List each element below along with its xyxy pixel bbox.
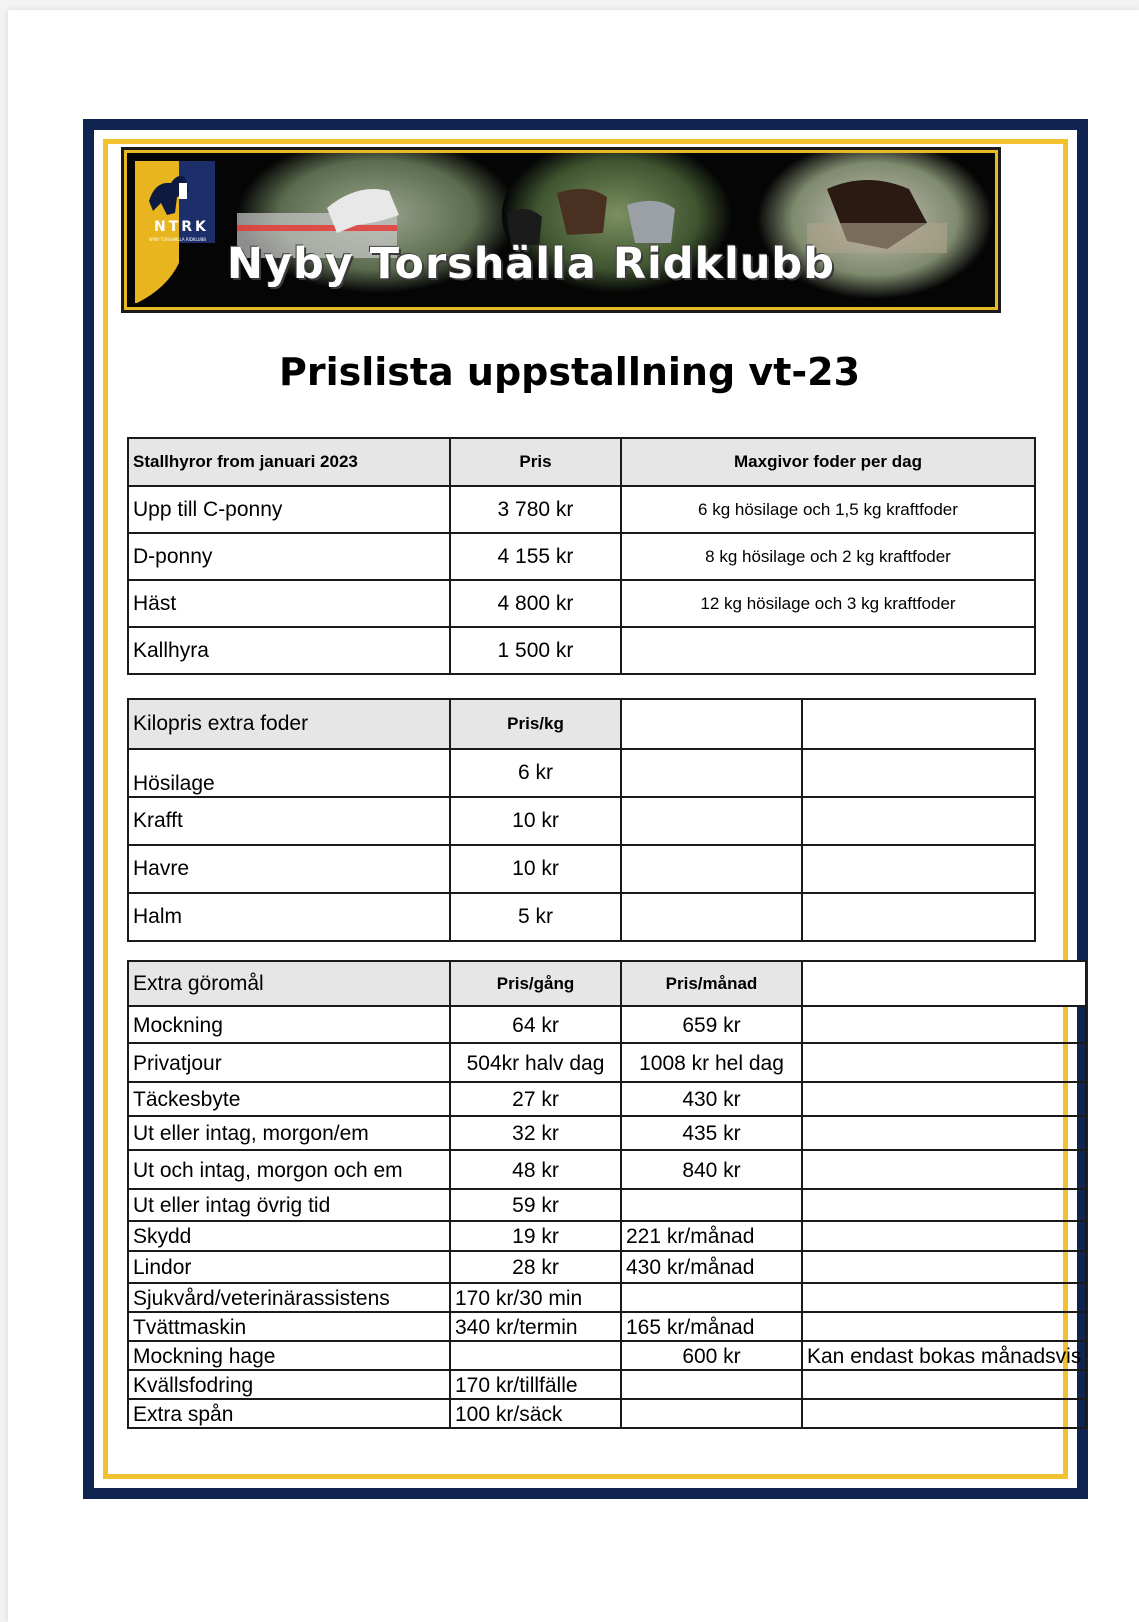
table-row [128, 1370, 1086, 1399]
task-note [802, 1370, 1086, 1399]
rent-price: 4 155 kr [450, 533, 621, 580]
task-note [802, 1116, 1086, 1150]
max-feed: 8 kg hösilage och 2 kg kraftfoder [621, 533, 1035, 580]
price-per-time: 59 kr [450, 1189, 621, 1221]
price-per-month: 435 kr [621, 1116, 802, 1150]
task-note [802, 1082, 1086, 1116]
task-name: Ut och intag, morgon och em [128, 1150, 450, 1189]
task-note [802, 1399, 1086, 1428]
table-row [128, 1251, 1086, 1283]
table-row [128, 845, 1035, 893]
price-per-month: 659 kr [621, 1006, 802, 1043]
table-row [128, 1283, 1086, 1312]
empty-cell [621, 749, 802, 797]
extra-feed-table [127, 698, 1036, 942]
page-title: Prislista uppstallning vt-23 [278, 350, 861, 394]
price-per-time: 28 kr [450, 1251, 621, 1283]
stable-type: Häst [128, 580, 450, 627]
empty-cell [621, 845, 802, 893]
task-name: Privatjour [128, 1043, 450, 1082]
max-feed [621, 627, 1035, 674]
price-per-time: 170 kr/30 min [450, 1283, 621, 1312]
table-row [128, 1221, 1086, 1251]
rent-price: 3 780 kr [450, 486, 621, 533]
table-row [128, 749, 1035, 797]
club-name: Nyby Torshälla Ridklubb [227, 239, 835, 289]
task-name: Sjukvård/veterinärassistens [128, 1283, 450, 1312]
price-per-month: 430 kr/månad [621, 1251, 802, 1283]
price-per-month [621, 1283, 802, 1312]
logo-abbreviation: NTRK [154, 219, 209, 235]
table-row [128, 533, 1035, 580]
empty-cell [802, 893, 1035, 941]
price-per-month: 600 kr [621, 1341, 802, 1370]
feed-price: 10 kr [450, 797, 621, 845]
feed-item: Havre [128, 845, 450, 893]
extra-tasks-table [127, 960, 1087, 1429]
price-per-time: 340 kr/termin [450, 1312, 621, 1341]
column-header: Pris/månad [621, 961, 802, 1006]
empty-cell [802, 749, 1035, 797]
table-row [128, 1341, 1086, 1370]
column-header: Extra göromål [128, 961, 450, 1006]
price-per-time: 504kr halv dag [450, 1043, 621, 1082]
empty-cell [621, 797, 802, 845]
task-note: Kan endast bokas månadsvis [802, 1341, 1086, 1370]
table-row [128, 1043, 1086, 1082]
rent-price: 1 500 kr [450, 627, 621, 674]
club-banner [124, 150, 998, 310]
task-name: Mockning [128, 1006, 450, 1043]
price-per-month: 221 kr/månad [621, 1221, 802, 1251]
price-per-month [621, 1189, 802, 1221]
task-note [802, 1283, 1086, 1312]
price-per-month: 430 kr [621, 1082, 802, 1116]
table-row [128, 1399, 1086, 1428]
price-per-time: 100 kr/säck [450, 1399, 621, 1428]
table-row [128, 627, 1035, 674]
table-row [128, 1312, 1086, 1341]
task-name: Mockning hage [128, 1341, 450, 1370]
column-header: Pris/kg [450, 699, 621, 749]
feed-price: 5 kr [450, 893, 621, 941]
empty-cell [802, 699, 1035, 749]
feed-item: Halm [128, 893, 450, 941]
task-note [802, 1150, 1086, 1189]
task-note [802, 1189, 1086, 1221]
column-header: Kilopris extra foder [128, 699, 450, 749]
task-name: Skydd [128, 1221, 450, 1251]
price-per-time: 19 kr [450, 1221, 621, 1251]
table-row [128, 1189, 1086, 1221]
table-row [128, 1150, 1086, 1189]
empty-cell [802, 797, 1035, 845]
table-row [128, 1082, 1086, 1116]
max-feed: 6 kg hösilage och 1,5 kg kraftfoder [621, 486, 1035, 533]
price-per-time: 32 kr [450, 1116, 621, 1150]
table-header-row [128, 438, 1035, 486]
table-row [128, 1116, 1086, 1150]
column-header: Pris/gång [450, 961, 621, 1006]
price-per-time: 64 kr [450, 1006, 621, 1043]
stable-type: D-ponny [128, 533, 450, 580]
feed-price: 6 kr [450, 749, 621, 797]
feed-price: 10 kr [450, 845, 621, 893]
price-per-month: 1008 kr hel dag [621, 1043, 802, 1082]
task-name: Lindor [128, 1251, 450, 1283]
column-header: Pris [450, 438, 621, 486]
empty-cell [621, 699, 802, 749]
task-name: Ut eller intag, morgon/em [128, 1116, 450, 1150]
column-header: Stallhyror from januari 2023 [128, 438, 450, 486]
feed-item: Krafft [128, 797, 450, 845]
price-per-month [621, 1370, 802, 1399]
empty-cell [802, 961, 1086, 1006]
column-header: Maxgivor foder per dag [621, 438, 1035, 486]
table-row [128, 797, 1035, 845]
price-per-time: 27 kr [450, 1082, 621, 1116]
stable-type: Kallhyra [128, 627, 450, 674]
price-per-month: 165 kr/månad [621, 1312, 802, 1341]
task-note [802, 1251, 1086, 1283]
stable-rent-table [127, 437, 1036, 675]
price-per-time: 170 kr/tillfälle [450, 1370, 621, 1399]
logo-subtext: NYBY TORSHÄLLA RIDKLUBB [149, 237, 206, 242]
task-note [802, 1006, 1086, 1043]
task-name: Tvättmaskin [128, 1312, 450, 1341]
price-per-time [450, 1341, 621, 1370]
table-row [128, 580, 1035, 627]
task-name: Kvällsfodring [128, 1370, 450, 1399]
task-note [802, 1221, 1086, 1251]
price-per-month: 840 kr [621, 1150, 802, 1189]
task-name: Ut eller intag övrig tid [128, 1189, 450, 1221]
table-row [128, 893, 1035, 941]
empty-cell [621, 893, 802, 941]
task-note [802, 1043, 1086, 1082]
table-header-row [128, 699, 1035, 749]
task-name: Täckesbyte [128, 1082, 450, 1116]
feed-item: Hösilage [128, 749, 450, 797]
table-header-row [128, 961, 1086, 1006]
stable-type: Upp till C-ponny [128, 486, 450, 533]
task-name: Extra spån [128, 1399, 450, 1428]
price-per-month [621, 1399, 802, 1428]
rent-price: 4 800 kr [450, 580, 621, 627]
table-row [128, 1006, 1086, 1043]
empty-cell [802, 845, 1035, 893]
task-note [802, 1312, 1086, 1341]
table-row [128, 486, 1035, 533]
max-feed: 12 kg hösilage och 3 kg kraftfoder [621, 580, 1035, 627]
price-per-time: 48 kr [450, 1150, 621, 1189]
